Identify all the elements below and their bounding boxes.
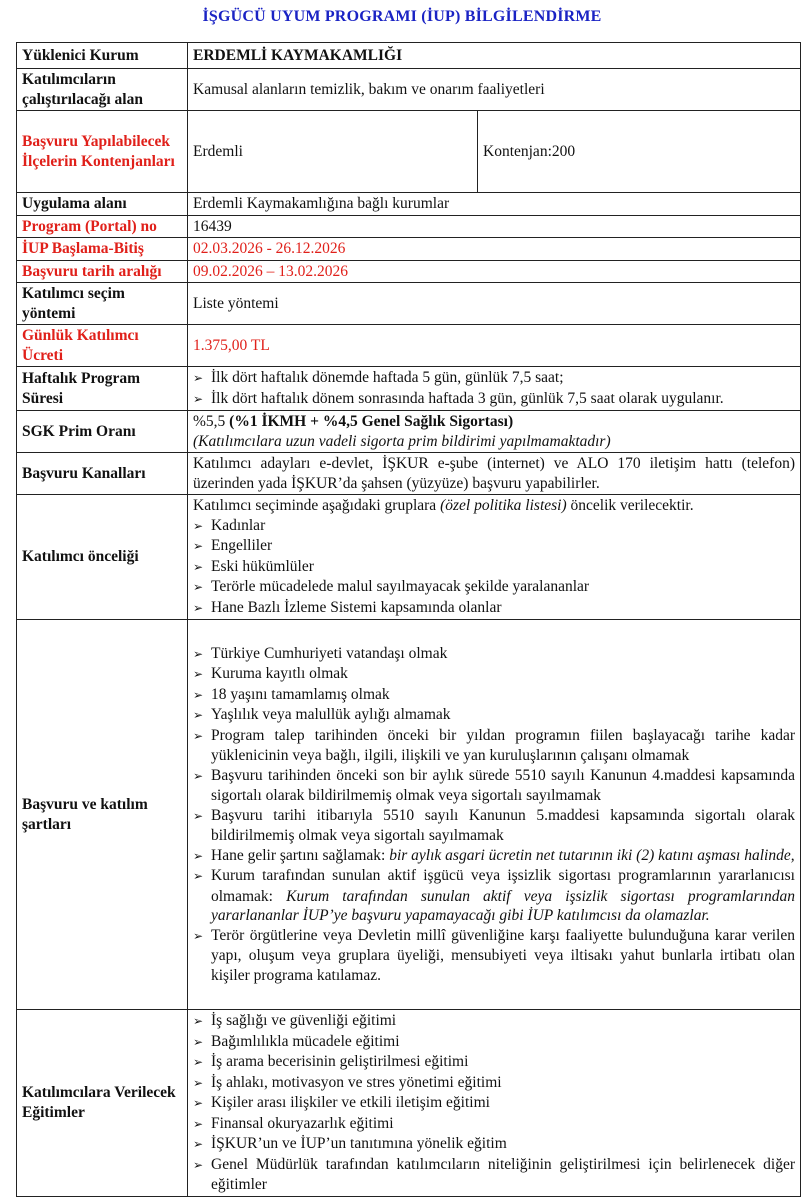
row-basvuru-tarih bbox=[17, 260, 801, 283]
kanallar-value: Katılımcı adayları e-devlet, İŞKUR e-şube (internet) ve ALO 170 iletişim hattı (telefon) üzerinden yada İŞKUR’da şahsen (yüzyüze) başvuru yapabilirler. bbox=[188, 453, 801, 495]
row-secim bbox=[17, 283, 801, 325]
row-kanallar bbox=[17, 453, 801, 495]
oncelik-intro bbox=[193, 496, 795, 516]
oncelik-item: ➢ Engelliler bbox=[193, 536, 795, 557]
row-ilce bbox=[17, 111, 801, 193]
oncelik-item: ➢ Terörle mücadelede malul sayılmayacak şekilde yaralananlar bbox=[193, 577, 795, 598]
sartlar-item: ➢ Program talep tarihinden önceki bir yıldan programın fiilen başlayacağı tarihe kadar yüklenicinin veya bağlı, ilgili, ilişkili ve yan kuruluşlarının çalışanı olmamak bbox=[193, 726, 795, 766]
row-yuklenici bbox=[17, 43, 801, 69]
uygulama-value: Erdemli Kaymakamlığına bağlı kurumlar bbox=[188, 193, 801, 216]
sartlar-item: ➢ Türkiye Cumhuriyeti vatandaşı olmak bbox=[193, 644, 795, 665]
oncelik-label: Katılımcı önceliği bbox=[17, 495, 188, 620]
egitimler-item: ➢ İş sağlığı ve güvenliği eğitimi bbox=[193, 1011, 795, 1032]
haftalik-item: ➢ İlk dört haftalık dönem sonrasında haftada 3 gün, günlük 7,5 saat olarak uygulanır. bbox=[193, 389, 795, 410]
secim-value: Liste yöntemi bbox=[188, 283, 801, 325]
oncelik-intro-end: öncelik verilecektir. bbox=[566, 497, 694, 514]
row-uygulama bbox=[17, 193, 801, 216]
row-sartlar bbox=[17, 620, 801, 1010]
haftalik-list bbox=[188, 367, 801, 411]
alan-value: Kamusal alanların temizlik, bakım ve onarım faaliyetleri bbox=[188, 69, 801, 111]
sartlar-item-teror: ➢ Terör örgütlerine veya Devletin millî güvenliğine karşı faaliyette bulunduğuna karar verilen yapı, oluşum veya gruplara üyeliği, mensubiyeti veya iltisakı yahut bunlarla irtibatı olan kişiler programa katılamaz. bbox=[193, 926, 795, 986]
kontenjan-value: Kontenjan:200 bbox=[478, 111, 801, 193]
sgk-value bbox=[188, 411, 801, 453]
egitimler-item: ➢ İş arama becerisinin geliştirilmesi eğitimi bbox=[193, 1052, 795, 1073]
document-title: İŞGÜCÜ UYUM PROGRAMI (İUP) BİLGİLENDİRME bbox=[202, 8, 602, 25]
egitimler-item: ➢ İş ahlakı, motivasyon ve stres yönetimi eğitimi bbox=[193, 1073, 795, 1094]
row-egitimler bbox=[17, 1010, 801, 1197]
egitimler-item: ➢ Bağımlılıkla mücadele eğitimi bbox=[193, 1032, 795, 1053]
oncelik-list bbox=[188, 495, 801, 620]
row-portal bbox=[17, 215, 801, 238]
kurum-text: Kurum tarafından sunulan aktif işgücü veya işsizlik sigortası programlarının yararlanıcısı olmamak: bbox=[211, 867, 795, 905]
row-alan bbox=[17, 69, 801, 111]
basvuru-tarih-label: Başvuru tarih aralığı bbox=[17, 260, 188, 283]
oncelik-intro-text: Katılımcı seçiminde aşağıdaki gruplara bbox=[193, 497, 441, 514]
haftalik-label: Haftalık Program Süresi bbox=[17, 367, 188, 411]
sartlar-item: ➢ Başvuru tarihinden önceki son bir aylık sürede 5510 sayılı Kanunun 4.maddesi kapsamında sigortalı olarak bildirilmemiş olmak veya sigortalı sayılmamak bbox=[193, 766, 795, 806]
row-oncelik bbox=[17, 495, 801, 620]
alan-label: Katılımcıların çalıştırılacağı alan bbox=[17, 69, 188, 111]
sartlar-item: ➢ Kuruma kayıtlı olmak bbox=[193, 664, 795, 685]
sgk-rate-detail: (%1 İKMH + %4,5 Genel Sağlık Sigortası) bbox=[229, 413, 514, 430]
row-sgk bbox=[17, 411, 801, 453]
egitimler-list bbox=[188, 1010, 801, 1197]
egitimler-label: Katılımcılara Verilecek Eğitimler bbox=[17, 1010, 188, 1197]
secim-label: Katılımcı seçim yöntemi bbox=[17, 283, 188, 325]
oncelik-intro-italic: (özel politika listesi) bbox=[440, 497, 567, 514]
yuklenici-value: ERDEMLİ KAYMAKAMLIĞI bbox=[188, 43, 801, 69]
sartlar-item-kurum bbox=[193, 866, 795, 926]
hane-text: Hane gelir şartını sağlamak: bbox=[211, 846, 390, 864]
oncelik-item: ➢ Kadınlar bbox=[193, 516, 795, 537]
sgk-rate: %5,5 bbox=[193, 413, 226, 430]
sartlar-list bbox=[188, 620, 801, 1010]
row-haftalik bbox=[17, 367, 801, 411]
haftalik-item: ➢ İlk dört haftalık dönemde haftada 5 gün, günlük 7,5 saat; bbox=[193, 368, 795, 389]
sartlar-item: ➢ Başvuru tarihi itibarıyla 5510 sayılı Kanunun 5.maddesi kapsamında sigortalı olarak bildirilmemiş olmak veya sigortalı sayılmamak bbox=[193, 806, 795, 846]
portal-value: 16439 bbox=[188, 215, 801, 238]
kurum-italic: Kurum tarafından sunulan aktif veya işsizlik sigortası programlarından yararlananlar İUP’ye başvuru yapamayacağı gibi İUP katılımcısı da olamazlar. bbox=[211, 887, 795, 925]
sartlar-label: Başvuru ve katılım şartları bbox=[17, 620, 188, 1010]
info-table bbox=[16, 42, 801, 1197]
yuklenici-label: Yüklenici Kurum bbox=[17, 43, 188, 69]
sartlar-item: ➢ 18 yaşını tamamlamış olmak bbox=[193, 685, 795, 706]
sgk-label: SGK Prim Oranı bbox=[17, 411, 188, 453]
egitimler-item: ➢ Finansal okuryazarlık eğitimi bbox=[193, 1114, 795, 1135]
oncelik-item: ➢ Eski hükümlüler bbox=[193, 557, 795, 578]
baslama-label: İUP Başlama-Bitiş bbox=[17, 238, 188, 261]
baslama-value: 02.03.2026 - 26.12.2026 bbox=[188, 238, 801, 261]
ilce-value: Erdemli bbox=[188, 111, 478, 193]
sgk-note: (Katılımcılara uzun vadeli sigorta prim bildirimi yapılmamaktadır) bbox=[193, 432, 611, 450]
basvuru-tarih-value: 09.02.2026 – 13.02.2026 bbox=[188, 260, 801, 283]
sartlar-item-hane bbox=[193, 846, 795, 867]
sartlar-item: ➢ Yaşlılık veya malullük aylığı almamak bbox=[193, 705, 795, 726]
egitimler-item: ➢ Kişiler arası ilişkiler ve etkili iletişim eğitimi bbox=[193, 1093, 795, 1114]
uygulama-label: Uygulama alanı bbox=[17, 193, 188, 216]
row-baslama bbox=[17, 238, 801, 261]
egitimler-item: ➢ İŞKUR’un ve İUP’un tanıtımına yönelik eğitim bbox=[193, 1134, 795, 1155]
ucret-value: 1.375,00 TL bbox=[188, 325, 801, 367]
hane-italic: bir aylık asgari ücretin net tutarının iki (2) katını aşması halinde, bbox=[389, 846, 795, 864]
portal-label: Program (Portal) no bbox=[17, 215, 188, 238]
ilce-label: Başvuru Yapılabilecek İlçelerin Kontenjanları bbox=[17, 111, 188, 193]
egitimler-item: ➢ Genel Müdürlük tarafından katılımcıların niteliğinin geliştirilmesi için belirlenecek diğer eğitimler bbox=[193, 1155, 795, 1195]
row-ucret bbox=[17, 325, 801, 367]
ucret-label: Günlük Katılımcı Ücreti bbox=[17, 325, 188, 367]
oncelik-item: ➢ Hane Bazlı İzleme Sistemi kapsamında olanlar bbox=[193, 598, 795, 619]
kanallar-label: Başvuru Kanalları bbox=[17, 453, 188, 495]
